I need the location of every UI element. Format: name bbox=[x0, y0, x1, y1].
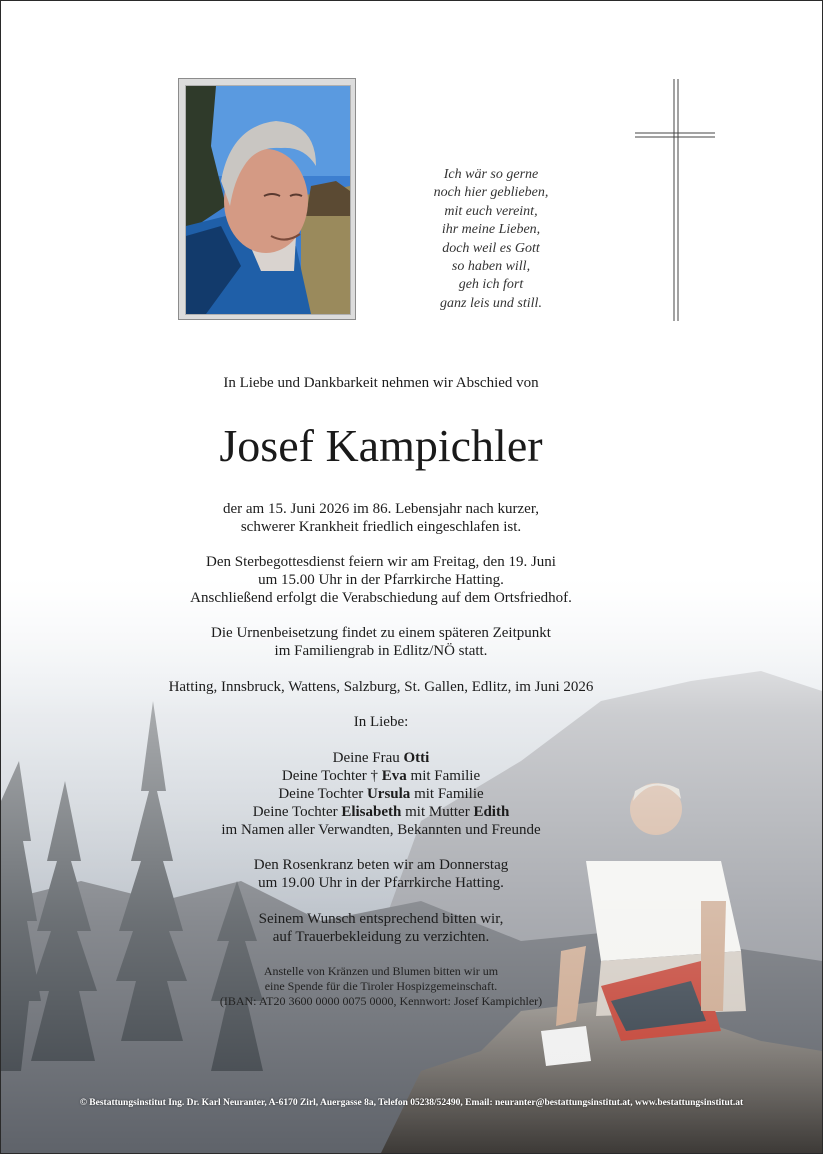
death-notice bbox=[81, 500, 681, 536]
donation-notice bbox=[81, 964, 681, 1009]
in-liebe-heading: In Liebe: bbox=[353, 714, 409, 730]
donation-line: Anstelle von Kränzen und Blumen bitten wir um bbox=[263, 964, 499, 978]
family-suffix: mit Mutter bbox=[401, 804, 474, 820]
burial-line: Die Urnenbeisetzung findet zu einem späteren Zeitpunkt bbox=[211, 625, 551, 641]
cross-icon bbox=[635, 79, 715, 321]
poem-line: ihr meine Lieben, bbox=[441, 222, 541, 238]
rosary-notice bbox=[81, 856, 681, 892]
places-date: Hatting, Innsbruck, Wattens, Salzburg, St. Gallen, Edlitz, im Juni 2026 bbox=[168, 679, 594, 695]
family-name: Edith bbox=[473, 804, 510, 820]
rosary-line: um 19.00 Uhr in der Pfarrkirche Hatting. bbox=[258, 875, 504, 891]
poem-line: noch hier geblieben, bbox=[433, 185, 549, 201]
wish-line: auf Trauerbekleidung zu verzichten. bbox=[272, 929, 490, 945]
rosary-line: Den Rosenkranz beten wir am Donnerstag bbox=[253, 857, 509, 873]
family-relation: Deine Tochter bbox=[278, 786, 367, 802]
portrait-photo bbox=[185, 85, 351, 315]
poem-line: geh ich fort bbox=[458, 277, 524, 293]
portrait-photo-frame bbox=[178, 78, 356, 320]
dress-wish bbox=[81, 910, 681, 946]
service-line: Den Sterbegottesdienst feiern wir am Freitag, den 19. Juni bbox=[206, 554, 556, 570]
death-notice-line: der am 15. Juni 2026 im 86. Lebensjahr nach kurzer, bbox=[223, 501, 539, 517]
funeral-service bbox=[81, 553, 681, 607]
poem-line: ganz leis und still. bbox=[440, 295, 542, 311]
donation-line: eine Spende für die Tiroler Hospizgemeinschaft. bbox=[264, 979, 498, 993]
urn-burial bbox=[81, 624, 681, 660]
family-daughter bbox=[81, 803, 681, 821]
family-name: Eva bbox=[381, 768, 407, 784]
family-relation: Deine Frau bbox=[332, 750, 404, 766]
family-daughter bbox=[81, 767, 681, 785]
donation-line: (IBAN: AT20 3600 0000 0075 0000, Kennwort: Josef Kampichler) bbox=[219, 994, 543, 1008]
family-suffix: mit Familie bbox=[410, 786, 484, 802]
poem-line: doch weil es Gott bbox=[442, 240, 540, 256]
family-daughter bbox=[81, 785, 681, 803]
family-others: im Namen aller Verwandten, Bekannten und Freunde bbox=[221, 822, 541, 838]
family-list bbox=[81, 749, 681, 839]
poem-line: Ich wär so gerne bbox=[443, 167, 539, 182]
family-suffix: mit Familie bbox=[406, 768, 481, 784]
poem bbox=[381, 166, 601, 313]
family-name: Otti bbox=[403, 750, 430, 766]
burial-line: im Familiengrab in Edlitz/NÖ statt. bbox=[274, 643, 488, 659]
service-line: um 15.00 Uhr in der Pfarrkirche Hatting. bbox=[258, 572, 504, 588]
deceased-name: Josef Kampichler bbox=[219, 420, 543, 471]
death-notice-line: schwerer Krankheit friedlich eingeschlafen ist. bbox=[240, 519, 522, 535]
intro-text: In Liebe und Dankbarkeit nehmen wir Abschied von bbox=[223, 375, 539, 391]
family-relation: Deine Tochter † bbox=[281, 768, 382, 784]
service-line: Anschließend erfolgt die Verabschiedung auf dem Ortsfriedhof. bbox=[190, 590, 572, 606]
family-name: Ursula bbox=[366, 786, 411, 802]
wish-line: Seinem Wunsch entsprechend bitten wir, bbox=[258, 911, 504, 927]
poem-line: mit euch vereint, bbox=[444, 203, 538, 219]
family-relation: Deine Tochter bbox=[252, 804, 342, 820]
family-wife bbox=[81, 749, 681, 767]
poem-line: so haben will, bbox=[451, 259, 531, 275]
family-name: Elisabeth bbox=[341, 804, 402, 820]
funeral-home-footer: © Bestattungsinstitut Ing. Dr. Karl Neuranter, A-6170 Zirl, Auergasse 8a, Telefon 05238/52490, Email: neuranter@bestattungsinstitut.at, www.bestattungsinstitut.at bbox=[79, 1098, 744, 1108]
